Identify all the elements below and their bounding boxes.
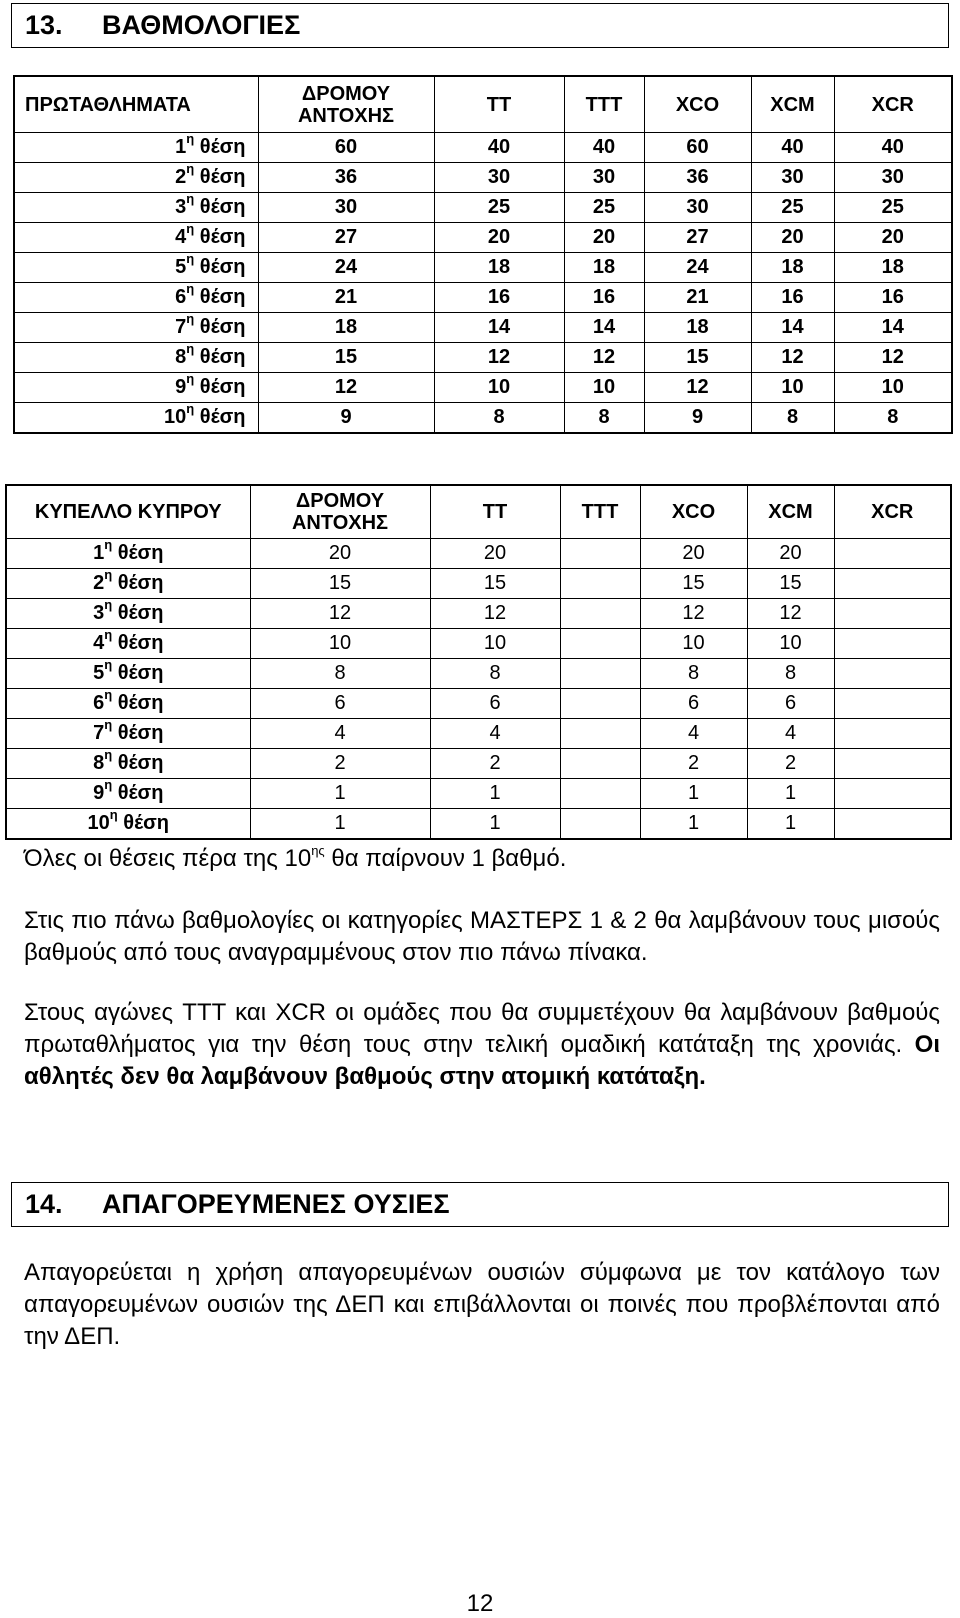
place-label: $1^\eta$ θέση	[14, 133, 258, 163]
place-label: $7^\eta$ θέση	[6, 719, 250, 749]
table-cell: 12	[747, 599, 834, 629]
table-cell: 14	[751, 313, 834, 343]
table-cell: 8	[434, 403, 564, 434]
table-cell: 30	[834, 163, 952, 193]
table-row	[14, 193, 952, 223]
table-cell: 18	[564, 253, 644, 283]
table-cell: 2	[250, 749, 430, 779]
table-cell: 40	[564, 133, 644, 163]
section-13-heading	[11, 3, 949, 48]
note-3-bold-text: Οι αθλητές δεν θα λαμβάνουν βαθμούς στην ατομική κατάταξη.	[24, 1031, 940, 1090]
place-label: $1^\eta$ θέση	[6, 539, 250, 569]
table-header-row	[14, 76, 952, 133]
table-cell: 20	[751, 223, 834, 253]
table-cell: 8	[751, 403, 834, 434]
place-label: $8^\eta$ θέση	[6, 749, 250, 779]
place-label: $10^\eta$ θέση	[14, 403, 258, 434]
table-cell: 18	[434, 253, 564, 283]
table-cell: 20	[834, 223, 952, 253]
table-cell: 12	[644, 373, 751, 403]
table-cell: 10	[434, 373, 564, 403]
table-cell: 27	[258, 223, 434, 253]
table-cell: 10	[250, 629, 430, 659]
table-cell: 12	[430, 599, 560, 629]
table-cell: 4	[747, 719, 834, 749]
table-cell	[560, 539, 640, 569]
table-cell: 18	[258, 313, 434, 343]
table-cell: 12	[751, 343, 834, 373]
section-13-number: 13.	[25, 10, 63, 40]
page-number: 12	[466, 1590, 494, 1617]
table-cell: 6	[430, 689, 560, 719]
table-cell: 12	[258, 373, 434, 403]
table-cell	[834, 629, 951, 659]
column-header: TTT	[560, 485, 640, 539]
table-cell: 14	[434, 313, 564, 343]
championship-points-table	[13, 75, 953, 434]
table-cell	[560, 629, 640, 659]
table-row	[6, 719, 951, 749]
table-cell: 20	[250, 539, 430, 569]
table-corner-label: ΚΥΠΕΛΛΟ ΚΥΠΡΟΥ	[6, 485, 250, 539]
table-cell: 10	[430, 629, 560, 659]
table-cell	[560, 569, 640, 599]
table-cell	[560, 689, 640, 719]
table-cell: 1	[640, 779, 747, 809]
section-13-title: ΒΑΘΜΟΛΟΓΙΕΣ	[102, 10, 301, 40]
table-row	[6, 659, 951, 689]
table-cell	[560, 659, 640, 689]
table-row	[14, 253, 952, 283]
table-cell	[560, 719, 640, 749]
table-row	[6, 599, 951, 629]
table-cell: 15	[640, 569, 747, 599]
table-cell: 8	[747, 659, 834, 689]
table-cell: 25	[564, 193, 644, 223]
table-row	[6, 629, 951, 659]
table-cell: 15	[430, 569, 560, 599]
table-cell: 8	[834, 403, 952, 434]
table-cell: 16	[751, 283, 834, 313]
table-row	[6, 539, 951, 569]
section-14-number: 14.	[25, 1189, 63, 1219]
table-cell: 10	[751, 373, 834, 403]
table-cell: 60	[644, 133, 751, 163]
column-header: TTT	[564, 76, 644, 133]
table-cell: 30	[751, 163, 834, 193]
column-header: XCM	[747, 485, 834, 539]
table-cell: 12	[640, 599, 747, 629]
place-label: $5^\eta$ θέση	[6, 659, 250, 689]
table-cell: 8	[640, 659, 747, 689]
table-cell: 8	[564, 403, 644, 434]
table-cell: 18	[751, 253, 834, 283]
table-cell: 1	[640, 809, 747, 840]
table-cell: 36	[644, 163, 751, 193]
note-1-text: Όλες οι θέσεις πέρα της 10	[24, 845, 312, 872]
table-cell	[834, 809, 951, 840]
note-paragraph-2: Στις πιο πάνω βαθμολογίες οι κατηγορίες ΜΑΣΤΕΡΣ 1 & 2 θα λαμβάνουν τους μισούς βαθμούς από τους αναγραμμένους στον πιο πάνω πίνακα.	[24, 907, 940, 966]
table-cell: 20	[430, 539, 560, 569]
table-row	[6, 689, 951, 719]
table-cell: 20	[434, 223, 564, 253]
column-header: XCR	[834, 76, 952, 133]
place-label: $8^\eta$ θέση	[14, 343, 258, 373]
table-cell: 27	[644, 223, 751, 253]
table-cell: 14	[564, 313, 644, 343]
place-label: $4^\eta$ θέση	[6, 629, 250, 659]
table-cell: 24	[644, 253, 751, 283]
section-14-body: Απαγορεύεται η χρήση απαγορευμένων ουσιών σύμφωνα με τον κατάλογο των απαγορευμένων ουσιών της ΔΕΠ και επιβάλλονται οι ποινές που προβλέπονται από την ΔΕΠ.	[24, 1259, 940, 1350]
table-cell: 6	[250, 689, 430, 719]
table-cell: 30	[258, 193, 434, 223]
table-cell: 15	[258, 343, 434, 373]
table-cell: 60	[258, 133, 434, 163]
table-cell: 16	[434, 283, 564, 313]
table-cell: 12	[434, 343, 564, 373]
table-cell	[560, 809, 640, 840]
table-row	[14, 133, 952, 163]
column-header: XCM	[751, 76, 834, 133]
table-cell	[834, 539, 951, 569]
note-paragraph-3	[24, 997, 940, 1093]
table-cell: 10	[564, 373, 644, 403]
table-cell: 8	[250, 659, 430, 689]
table-cell: 25	[434, 193, 564, 223]
table-cell: 30	[564, 163, 644, 193]
note-1-superscript: ης	[311, 843, 325, 858]
table-cell: 24	[258, 253, 434, 283]
table-cell: 12	[250, 599, 430, 629]
note-3-text: Στους αγώνες TTT και XCR οι ομάδες που θα συμμετέχουν θα λαμβάνουν βαθμούς πρωταθλήματος για την θέση τους στην τελική ομαδική κατάταξη της χρονιάς.	[24, 999, 940, 1058]
table-row	[14, 373, 952, 403]
table-row	[14, 343, 952, 373]
place-label: $2^\eta$ θέση	[14, 163, 258, 193]
table-cell: 1	[747, 779, 834, 809]
table-cell: 1	[250, 809, 430, 840]
section-14-heading	[11, 1182, 949, 1227]
table-cell: 40	[434, 133, 564, 163]
table-cell: 18	[644, 313, 751, 343]
table-cell: 2	[640, 749, 747, 779]
table-cell: 10	[834, 373, 952, 403]
place-label: $10^\eta$ θέση	[6, 809, 250, 840]
table-cell: 2	[430, 749, 560, 779]
table-cell: 12	[834, 343, 952, 373]
table-cell	[834, 569, 951, 599]
table-row	[14, 223, 952, 253]
table-row	[6, 779, 951, 809]
table-cell: 40	[834, 133, 952, 163]
column-header: XCO	[640, 485, 747, 539]
table-cell: 1	[250, 779, 430, 809]
table-row	[6, 569, 951, 599]
table-cell: 15	[250, 569, 430, 599]
table-cell: 15	[644, 343, 751, 373]
place-label: $3^\eta$ θέση	[14, 193, 258, 223]
column-header: TT	[430, 485, 560, 539]
table-cell: 21	[258, 283, 434, 313]
place-label: $5^\eta$ θέση	[14, 253, 258, 283]
table-cell	[834, 749, 951, 779]
table-row	[14, 313, 952, 343]
table-header-row	[6, 485, 951, 539]
place-label: $7^\eta$ θέση	[14, 313, 258, 343]
table-row	[14, 403, 952, 434]
table-cell: 30	[644, 193, 751, 223]
table-cell: 25	[751, 193, 834, 223]
table-cell: 12	[564, 343, 644, 373]
table-row	[6, 749, 951, 779]
table-cell: 16	[564, 283, 644, 313]
table-cell: 10	[747, 629, 834, 659]
table-cell	[560, 749, 640, 779]
table-cell	[834, 689, 951, 719]
table-cell: 25	[834, 193, 952, 223]
table-cell: 20	[747, 539, 834, 569]
table-cell: 20	[564, 223, 644, 253]
table-cell: 9	[644, 403, 751, 434]
place-label: $6^\eta$ θέση	[6, 689, 250, 719]
table-cell: 1	[747, 809, 834, 840]
table-cell: 10	[640, 629, 747, 659]
column-header: ΔΡΟΜΟΥ ΑΝΤΟΧΗΣ	[258, 76, 434, 133]
table-cell: 16	[834, 283, 952, 313]
table-cell: 4	[250, 719, 430, 749]
table-corner-label: ΠΡΩΤΑΘΛΗΜΑΤΑ	[14, 76, 258, 133]
table-row	[6, 809, 951, 840]
place-label: $6^\eta$ θέση	[14, 283, 258, 313]
section-14-title: ΑΠΑΓΟΡΕΥΜΕΝΕΣ ΟΥΣΙΕΣ	[102, 1189, 450, 1219]
place-label: $3^\eta$ θέση	[6, 599, 250, 629]
place-label: $2^\eta$ θέση	[6, 569, 250, 599]
cup-points-table	[5, 484, 952, 840]
table-cell	[560, 779, 640, 809]
table-cell	[834, 659, 951, 689]
table-row	[14, 163, 952, 193]
table-cell: 9	[258, 403, 434, 434]
note-1-text-end: θα παίρνουν 1 βαθμό.	[324, 845, 567, 872]
table-cell: 6	[640, 689, 747, 719]
table-cell: 15	[747, 569, 834, 599]
place-label: $4^\eta$ θέση	[14, 223, 258, 253]
table-cell	[834, 719, 951, 749]
table-cell: 18	[834, 253, 952, 283]
column-header: XCO	[644, 76, 751, 133]
table-cell: 1	[430, 779, 560, 809]
table-cell: 4	[430, 719, 560, 749]
table-cell: 21	[644, 283, 751, 313]
table-cell: 30	[434, 163, 564, 193]
table-cell: 1	[430, 809, 560, 840]
table-cell	[560, 599, 640, 629]
table-cell	[834, 599, 951, 629]
table-cell	[834, 779, 951, 809]
table-cell: 40	[751, 133, 834, 163]
column-header: TT	[434, 76, 564, 133]
table-cell: 4	[640, 719, 747, 749]
table-cell: 20	[640, 539, 747, 569]
column-header: XCR	[834, 485, 951, 539]
column-header: ΔΡΟΜΟΥ ΑΝΤΟΧΗΣ	[250, 485, 430, 539]
table-cell: 14	[834, 313, 952, 343]
place-label: $9^\eta$ θέση	[6, 779, 250, 809]
table-cell: 2	[747, 749, 834, 779]
table-cell: 6	[747, 689, 834, 719]
table-cell: 36	[258, 163, 434, 193]
note-paragraph-1	[24, 843, 940, 875]
table-row	[14, 283, 952, 313]
table-cell: 8	[430, 659, 560, 689]
place-label: $9^\eta$ θέση	[14, 373, 258, 403]
